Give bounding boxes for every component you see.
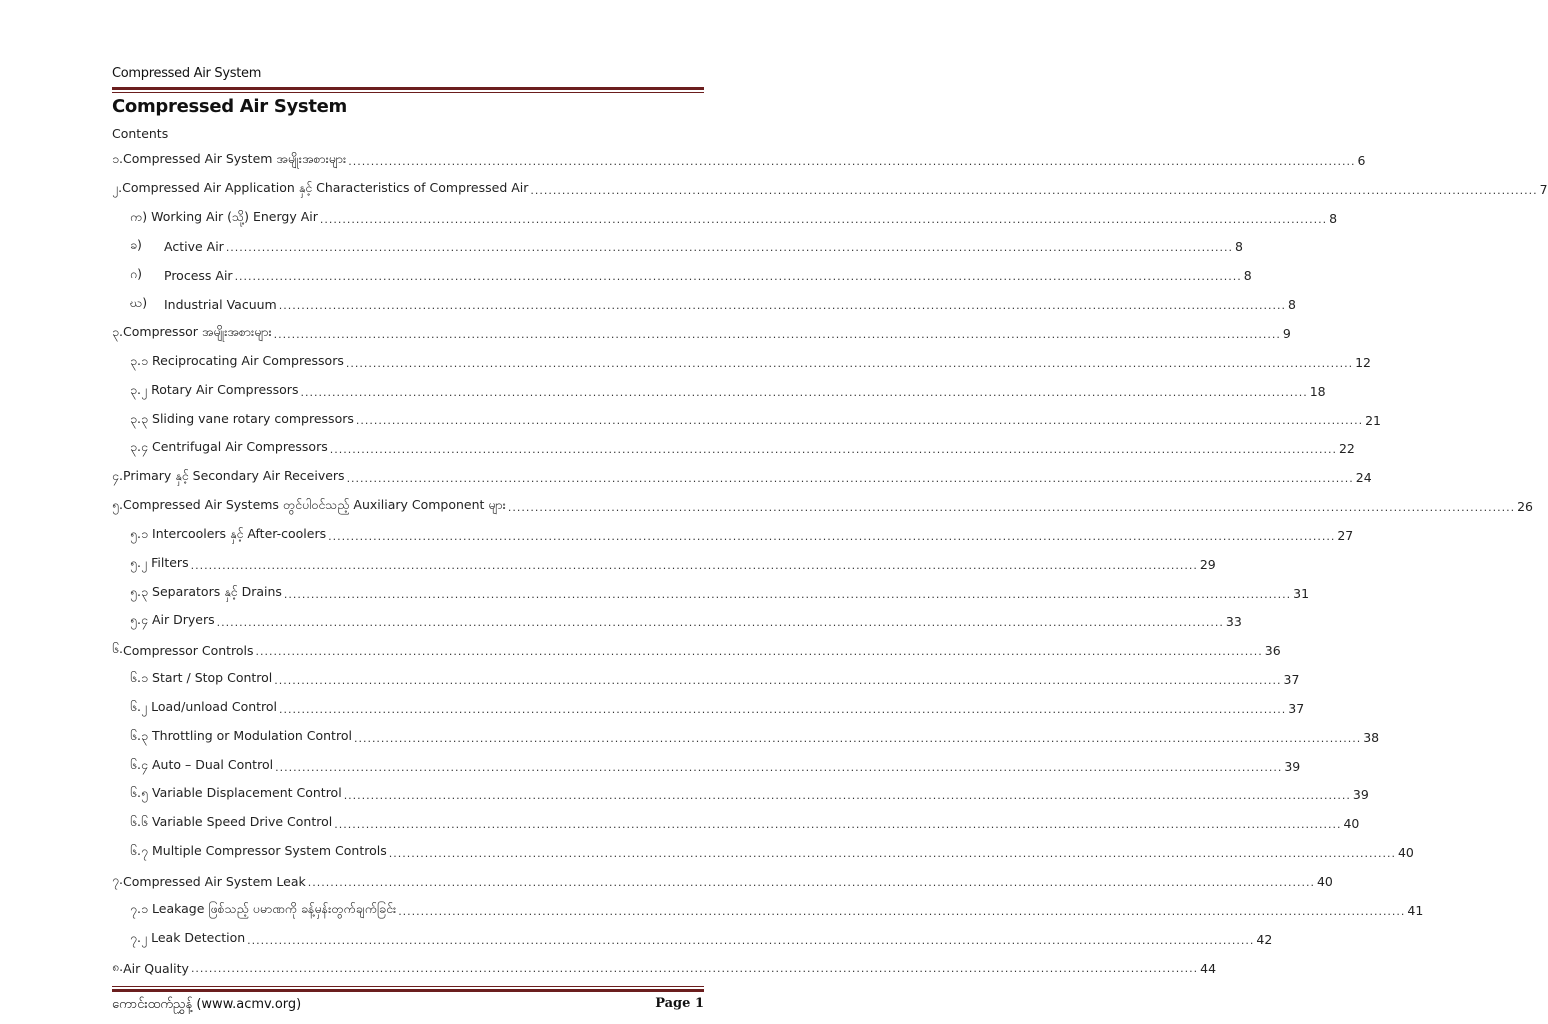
toc-entry-page: 26	[1517, 499, 1533, 515]
toc-entry-number: ဃ)	[130, 295, 148, 311]
toc-entry-page: 37	[1283, 672, 1300, 688]
toc-entry-page: 8	[1235, 239, 1243, 255]
toc-dot-leader	[508, 502, 1515, 521]
page-number: Page 1	[655, 996, 704, 1011]
toc-entry-title: ၆.၄ Auto – Dual Control	[130, 756, 274, 772]
toc-entry-page: 44	[1200, 960, 1217, 976]
toc-entry-title: ၃.၂ Rotary Air Compressors	[130, 381, 299, 397]
toc-entry-title: ၅.၄ Air Dryers	[130, 612, 215, 628]
toc-entry[interactable]	[112, 204, 1338, 233]
toc-entry[interactable]	[112, 261, 1252, 290]
toc-entry-number: ဂ)	[130, 266, 143, 282]
footer-author: ကောင်းထက်ညွှန့် (www.acmv.org)	[112, 997, 302, 1012]
toc-dot-leader	[279, 300, 1286, 319]
toc-entry-title: ၆.၁ Start / Stop Control	[130, 670, 273, 686]
toc-dot-leader	[389, 848, 1396, 867]
toc-entry-page: 21	[1365, 412, 1382, 428]
toc-entry-title: Air Quality	[123, 960, 189, 976]
toc-entry[interactable]	[112, 492, 1533, 521]
toc-entry-page: 40	[1316, 874, 1333, 890]
header-rule-thin	[112, 92, 704, 93]
toc-entry[interactable]	[112, 175, 1548, 204]
toc-entry-page: 39	[1352, 787, 1369, 803]
toc-entry[interactable]	[112, 694, 1305, 723]
toc-entry-title: Industrial Vacuum	[164, 297, 277, 313]
toc-entry[interactable]	[112, 752, 1301, 781]
toc-entry[interactable]	[112, 896, 1424, 925]
toc-dot-leader	[530, 185, 1537, 204]
toc-entry[interactable]	[112, 665, 1300, 694]
toc-dot-leader	[320, 214, 1327, 233]
toc-dot-leader	[346, 358, 1353, 377]
toc-dot-leader	[191, 560, 1198, 579]
toc-entry-page: 36	[1264, 643, 1281, 659]
toc-entry[interactable]	[112, 290, 1296, 319]
toc-entry-page: 40	[1397, 845, 1414, 861]
toc-dot-leader	[328, 531, 1335, 550]
toc-dot-leader	[330, 444, 1337, 463]
toc-dot-leader	[279, 704, 1286, 723]
toc-dot-leader	[356, 415, 1363, 434]
toc-entry-page: 29	[1199, 556, 1216, 572]
toc-dot-leader	[308, 877, 1315, 896]
toc-dot-leader	[284, 589, 1291, 608]
toc-dot-leader	[348, 156, 1355, 175]
toc-entry-title: ၃.၃ Sliding vane rotary compressors	[130, 410, 354, 426]
toc-entry-page: 39	[1284, 758, 1301, 774]
toc-entry-title: Compressor Controls	[123, 643, 254, 659]
toc-entry-page: 8	[1287, 297, 1296, 313]
toc-entry-page: 38	[1363, 729, 1380, 745]
toc-entry-page: 31	[1293, 585, 1310, 601]
toc-entry-title: ၃.၁ Reciprocating Air Compressors	[130, 352, 344, 368]
toc-entry[interactable]	[112, 608, 1242, 637]
toc-entry[interactable]	[112, 838, 1414, 867]
toc-entry[interactable]	[112, 521, 1354, 550]
toc-dot-leader	[247, 935, 1254, 954]
toc-entry-page: 6	[1357, 152, 1366, 168]
toc-entry-number: ၈.	[112, 958, 124, 974]
page-heading: Compressed Air System	[112, 96, 348, 117]
toc-entry[interactable]	[112, 867, 1333, 896]
toc-entry-page: 33	[1225, 614, 1242, 630]
toc-dot-leader	[344, 790, 1351, 809]
toc-entry-number: ၅.	[112, 497, 124, 513]
toc-dot-leader	[354, 733, 1361, 752]
toc-entry[interactable]	[112, 550, 1216, 579]
toc-entry[interactable]	[112, 579, 1310, 608]
toc-entry[interactable]	[112, 377, 1326, 406]
toc-entry[interactable]	[112, 406, 1382, 435]
toc-dot-leader	[226, 242, 1233, 261]
toc-entry-page: 8	[1329, 210, 1338, 226]
toc-entry-title: ၆.၇ Multiple Compressor System Controls	[130, 843, 387, 859]
toc-dot-leader	[256, 646, 1263, 665]
toc-entry[interactable]	[112, 954, 1217, 983]
toc-entry[interactable]	[112, 348, 1371, 377]
footer-rule-thin	[112, 986, 704, 987]
toc-entry-title: Compressed Air System အမျိုးအစားများ	[123, 150, 347, 166]
toc-entry[interactable]	[112, 434, 1355, 463]
toc-entry-page: 8	[1243, 268, 1252, 284]
toc-entry-page: 41	[1407, 902, 1424, 918]
toc-entry-page: 40	[1343, 816, 1360, 832]
toc-entry-page: 24	[1355, 470, 1372, 486]
toc-entry[interactable]	[112, 463, 1372, 492]
toc-entry[interactable]	[112, 781, 1369, 810]
toc-entry-title: ၇.၁ Leakage ဖြစ်သည့် ပမာဏကို ခန့်မှန်းတွက်ချက်ခြင်း	[130, 900, 397, 916]
toc-entry[interactable]	[112, 636, 1281, 665]
toc-entry-title: ၇.၂ Leak Detection	[130, 929, 246, 945]
table-of-contents	[112, 146, 1548, 982]
toc-entry[interactable]	[112, 925, 1273, 954]
toc-entry-title: ၆.၂ Load/unload Control	[130, 698, 278, 714]
toc-entry-page: 9	[1282, 325, 1291, 341]
toc-entry-title: ၃.၄ Centrifugal Air Compressors	[130, 439, 328, 455]
toc-entry-title: ၆.၃ Throttling or Modulation Control	[130, 727, 352, 743]
toc-dot-leader	[235, 271, 1242, 290]
toc-entry-page: 27	[1337, 527, 1354, 543]
toc-entry-number: ၁.	[112, 150, 124, 166]
toc-entry-page: 12	[1355, 354, 1371, 370]
toc-entry-title: ၆.၅ Variable Displacement Control	[130, 785, 342, 801]
toc-entry-page: 7	[1539, 181, 1548, 197]
toc-dot-leader	[275, 762, 1282, 781]
toc-entry-number: ခ)	[130, 237, 142, 253]
toc-entry-number: ၃.	[112, 323, 124, 339]
footer-rule-thick	[112, 989, 704, 992]
toc-entry-title: Active Air	[164, 239, 224, 255]
toc-dot-leader	[334, 819, 1341, 838]
header-rule-thick	[112, 87, 704, 90]
toc-entry-title: ၆.၆ Variable Speed Drive Control	[130, 814, 333, 830]
toc-dot-leader	[347, 473, 1354, 492]
toc-entry-page: 22	[1338, 441, 1355, 457]
toc-dot-leader	[300, 387, 1307, 406]
toc-entry[interactable]	[112, 319, 1291, 348]
toc-entry-page: 42	[1256, 931, 1273, 947]
toc-entry-number: ၂.	[112, 179, 123, 195]
toc-entry-title: Compressed Air System Leak	[123, 874, 306, 890]
toc-entry-title: က) Working Air (သို့) Energy Air	[130, 208, 318, 224]
toc-entry-number: ၄.	[112, 468, 124, 484]
toc-dot-leader	[191, 963, 1198, 982]
contents-label: Contents	[112, 126, 169, 141]
toc-dot-leader	[274, 329, 1281, 348]
toc-entry-page: 18	[1309, 383, 1326, 399]
toc-entry-title: Process Air	[164, 268, 233, 284]
running-header-title: Compressed Air System	[112, 66, 262, 81]
toc-dot-leader	[274, 675, 1281, 694]
toc-entry-number: ၇.	[112, 872, 124, 888]
toc-entry-title: ၅.၂ Filters	[130, 554, 189, 570]
toc-entry-title: Primary နှင့် Secondary Air Receivers	[123, 468, 345, 484]
toc-entry-title: ၅.၁ Intercoolers နှင့် After-coolers	[130, 525, 327, 541]
toc-entry-title: Compressed Air Systems တွင်ပါဝင်သည့် Auxiliary Component များ	[123, 497, 506, 513]
toc-entry-page: 37	[1288, 700, 1305, 716]
toc-dot-leader	[398, 906, 1405, 925]
toc-entry-title: ၅.၃ Separators နှင့် Drains	[130, 583, 282, 599]
toc-entry[interactable]	[112, 233, 1243, 262]
toc-entry[interactable]	[112, 723, 1380, 752]
toc-entry-title: Compressed Air Application နှင့် Characteristics of Compressed Air	[122, 179, 529, 195]
toc-entry[interactable]	[112, 146, 1366, 175]
toc-entry-title: Compressor အမျိုးအစားများ	[123, 323, 272, 339]
toc-entry[interactable]	[112, 809, 1360, 838]
toc-dot-leader	[217, 617, 1224, 636]
toc-entry-number: ၆.	[112, 641, 124, 657]
